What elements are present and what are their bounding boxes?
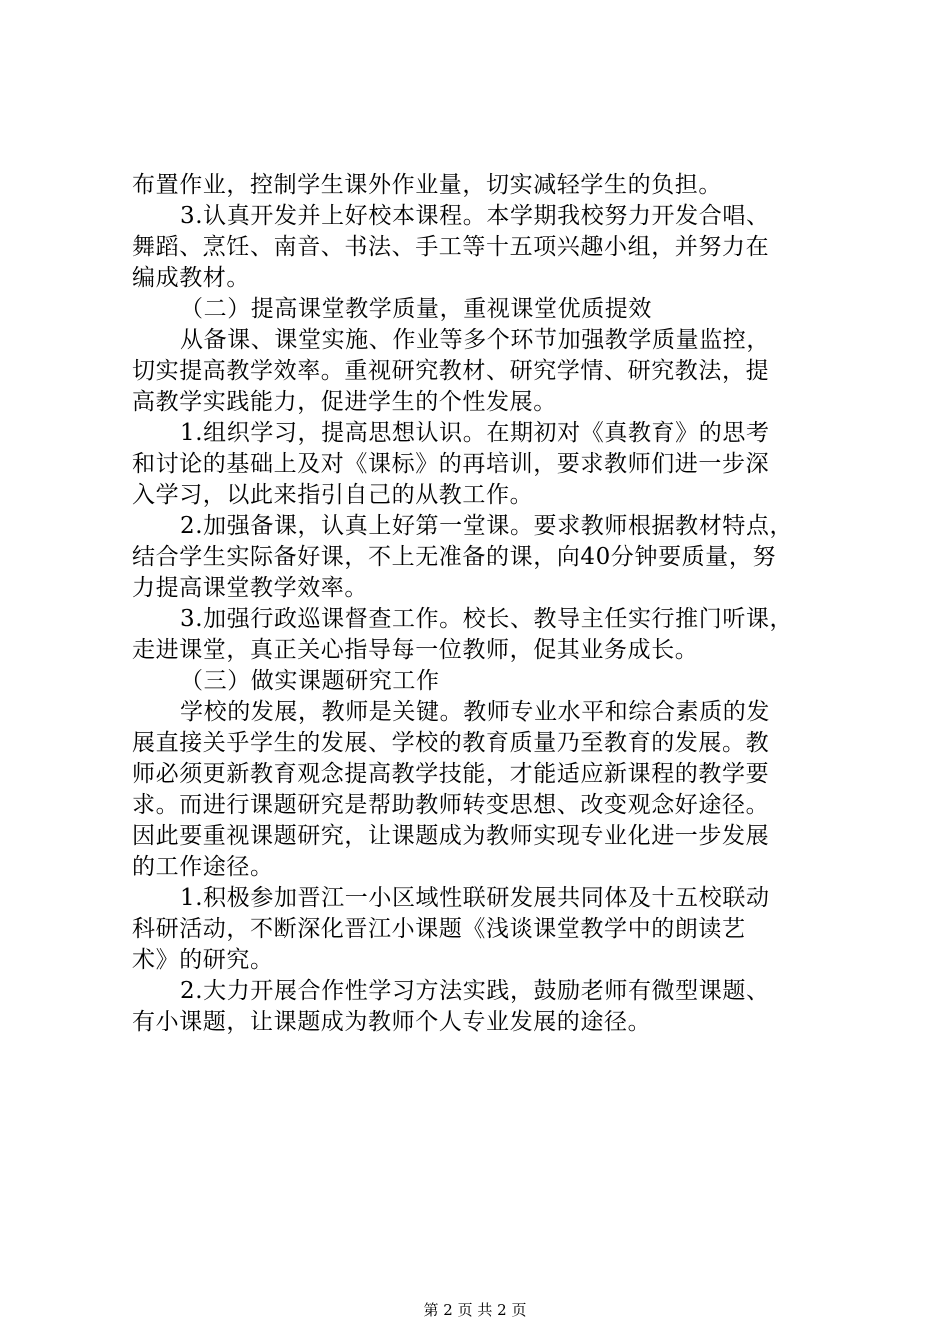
text-line: 切实提高教学效率。重视研究教材、研究学情、研究教法，提 xyxy=(132,358,770,384)
text-line: 求。而进行课题研究是帮助教师转变思想、改变观念好途径。 xyxy=(132,792,770,818)
text-line: 从备课、课堂实施、作业等多个环节加强教学质量监控， xyxy=(180,327,770,353)
text-line: 的工作途径。 xyxy=(132,854,274,880)
text-line: 舞蹈、烹饪、南音、书法、手工等十五项兴趣小组，并努力在 xyxy=(132,234,770,260)
text-line: 力提高课堂教学效率。 xyxy=(132,575,368,601)
text-line: 入学习，以此来指引自己的从教工作。 xyxy=(132,482,534,508)
text-line: 展直接关乎学生的发展、学校的教育质量乃至教育的发展。教 xyxy=(132,730,770,756)
page-footer xyxy=(0,1300,950,1320)
text-line: 学校的发展，教师是关键。教师专业水平和综合素质的发 xyxy=(180,699,770,725)
text-line: 2.加强备课，认真上好第一堂课。要求教师根据教材特点， xyxy=(180,513,794,539)
section-heading: （二）提高课堂教学质量，重视课堂优质提效 xyxy=(180,296,652,322)
text-line: 3.加强行政巡课督查工作。校长、教导主任实行推门听课， xyxy=(180,606,794,632)
text-line: 和讨论的基础上及对《课标》的再培训，要求教师们进一步深 xyxy=(132,451,770,477)
text-line: 科研活动，不断深化晋江小课题《浅谈课堂教学中的朗读艺 xyxy=(132,916,746,942)
text-line: 师必须更新教育观念提高教学技能，才能适应新课程的教学要 xyxy=(132,761,770,787)
text-line: 3.认真开发并上好校本课程。本学期我校努力开发合唱、 xyxy=(180,203,770,229)
text-line: 编成教材。 xyxy=(132,265,250,291)
text-line: 术》的研究。 xyxy=(132,947,274,973)
text-line: 1.组织学习，提高思想认识。在期初对《真教育》的思考 xyxy=(180,420,770,446)
text-line: 高教学实践能力，促进学生的个性发展。 xyxy=(132,389,557,415)
text-line: 布置作业，控制学生课外作业量，切实减轻学生的负担。 xyxy=(132,172,722,198)
body-text xyxy=(132,170,832,1038)
text-line: 2.大力开展合作性学习方法实践，鼓励老师有微型课题、 xyxy=(180,978,770,1004)
text-line: 1.积极参加晋江一小区域性联研发展共同体及十五校联动 xyxy=(180,885,770,911)
text-line: 因此要重视课题研究，让课题成为教师实现专业化进一步发展 xyxy=(132,823,770,849)
text-line: 结合学生实际备好课，不上无准备的课，向40分钟要质量，努 xyxy=(132,544,777,570)
section-heading: （三）做实课题研究工作 xyxy=(180,668,440,694)
text-line: 走进课堂，真正关心指导每一位教师，促其业务成长。 xyxy=(132,637,699,663)
text-line: 有小课题，让课题成为教师个人专业发展的途径。 xyxy=(132,1009,652,1035)
page-number-label: 第 2 页 共 2 页 xyxy=(423,1301,527,1319)
